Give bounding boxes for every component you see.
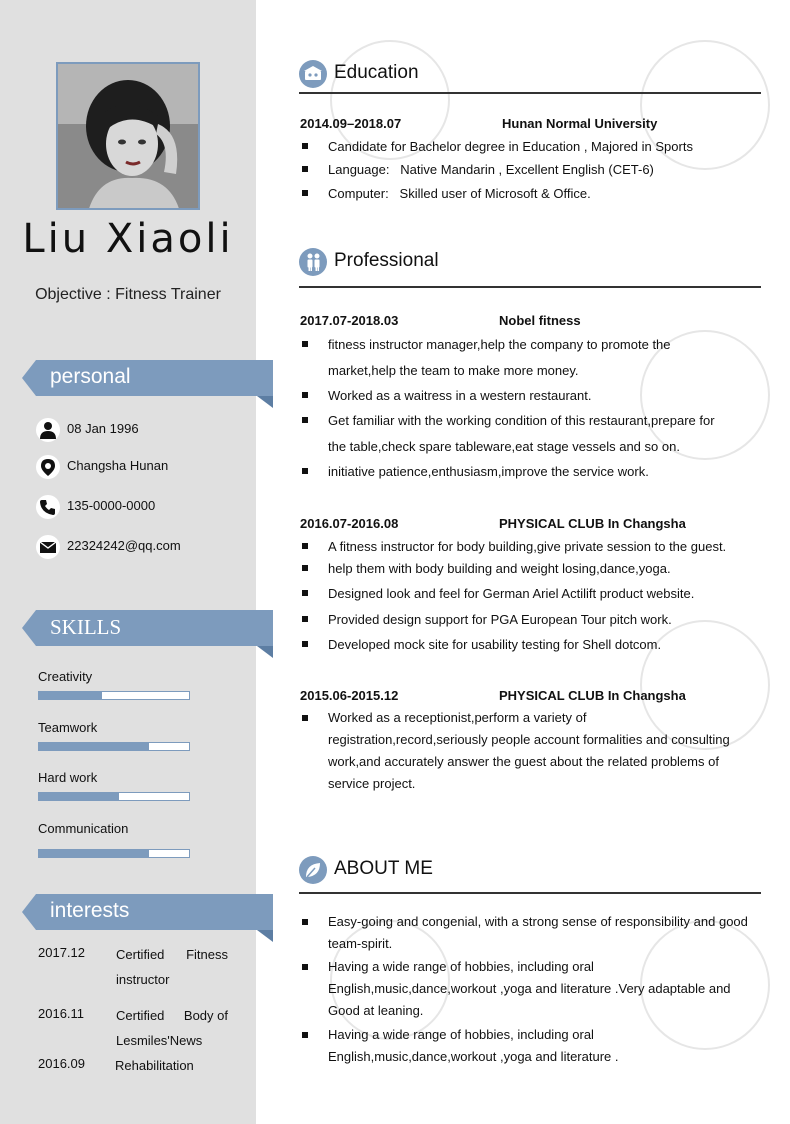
interest-text: Fitness: [186, 947, 228, 962]
skills-banner: [22, 610, 273, 660]
location-row: [36, 455, 246, 479]
education-bullet: Language: Native Mandarin , Excellent English (CET-6): [300, 158, 760, 181]
job-bullet: Get familiar with the working condition of this restaurant,prepare for the table,check spare tableware,eat stage vessels and so on.: [300, 408, 760, 459]
education-bullet: Candidate for Bachelor degree in Education , Majored in Sports: [300, 135, 760, 158]
interest-text: Certified: [116, 947, 165, 962]
job-date: 2016.07-2016.08: [300, 516, 399, 531]
job-bullet: help them with body building and weight losing,dance,yoga.: [300, 556, 760, 582]
skill-item: [38, 669, 190, 684]
skill-item: [38, 720, 190, 735]
job-bullet: A fitness instructor for body building,give private session to the guest.: [300, 534, 760, 560]
skill-bar-fill: [39, 793, 119, 800]
email-icon: [36, 535, 60, 559]
job-bullet: Developed mock site for usability testing for Shell dotcom.: [300, 632, 760, 658]
professional-heading: Professional: [334, 250, 439, 271]
education-entry-header: [300, 116, 658, 131]
interest-text: Certified: [116, 1008, 165, 1023]
job-company: Nobel fitness: [499, 313, 581, 328]
interests-heading: interests: [50, 899, 130, 922]
job-header: [300, 688, 686, 703]
personal-heading: personal: [50, 365, 131, 388]
interest-date: 2017.12: [38, 945, 85, 960]
skill-item: [38, 770, 190, 785]
about-bullet: Having a wide range of hobbies, including oral English,music,dance,workout ,yoga and literature .: [300, 1024, 760, 1068]
email-row: [36, 535, 246, 559]
education-date: 2014.09–2018.07: [300, 116, 402, 131]
job-bullet: Worked as a receptionist,perform a variety of registration,record,seriously people account formalities and consulting work,and accurately answer the guest about the related problems of service project.: [300, 707, 760, 795]
skill-bar: [38, 792, 190, 801]
interest-item: [38, 1056, 228, 1081]
professional-icon: [299, 248, 327, 276]
birth-row: [36, 418, 246, 442]
location: Changsha Hunan: [67, 458, 169, 473]
professional-header: [299, 248, 761, 284]
interest-text: Rehabilitation: [115, 1058, 194, 1073]
education-school: Hunan Normal University: [502, 116, 658, 131]
location-pin-icon: [36, 455, 60, 479]
person-icon: [36, 418, 60, 442]
education-header: [299, 60, 761, 96]
interest-text: instructor: [116, 972, 170, 987]
birth-date: 08 Jan 1996: [67, 421, 139, 436]
job-bullet: Designed look and feel for German Ariel Actilift product website.: [300, 581, 760, 607]
about-bullet: Having a wide range of hobbies, including oral English,music,dance,workout ,yoga and literature .Very adaptable and Good at leaning.: [300, 956, 760, 1022]
section-divider: [299, 892, 761, 894]
job-company: PHYSICAL CLUB In Changsha: [499, 688, 686, 703]
phone-number: 135-0000-0000: [67, 498, 156, 513]
section-divider: [299, 92, 761, 94]
job-bullet: initiative patience,enthusiasm,improve the service work.: [300, 459, 760, 485]
skills-heading: SKILLS: [50, 615, 122, 639]
interest-date: 2016.11: [38, 1006, 85, 1021]
email-address: 22324242@qq.com: [67, 538, 181, 553]
objective: Objective : Fitness Trainer: [35, 286, 221, 303]
skill-bar: [38, 742, 190, 751]
job-date: 2015.06-2015.12: [300, 688, 399, 703]
education-bullet: Computer: Skilled user of Microsoft & Office.: [300, 182, 760, 205]
profile-photo: [56, 62, 200, 210]
interest-text: Lesmiles'News: [116, 1033, 203, 1048]
interests-banner: [22, 894, 273, 944]
job-date: 2017.07-2018.03: [300, 313, 399, 328]
skill-bar-fill: [39, 692, 102, 699]
about-bullet: Easy-going and congenial, with a strong sense of responsibility and good team-spirit.: [300, 911, 760, 955]
interest-text: Body of: [183, 1008, 228, 1023]
sidebar: [0, 0, 256, 1124]
job-company: PHYSICAL CLUB In Changsha: [499, 516, 686, 531]
section-divider: [299, 286, 761, 288]
skill-item: [38, 821, 190, 836]
skill-name: Hard work: [38, 770, 98, 785]
skill-bar-fill: [39, 850, 149, 857]
about-header: [299, 856, 761, 892]
skill-name: Creativity: [38, 669, 93, 684]
skill-name: Teamwork: [38, 720, 98, 735]
phone-icon: [36, 495, 60, 519]
job-bullet: Provided design support for PGA European Tour pitch work.: [300, 607, 760, 633]
skill-bar-fill: [39, 743, 149, 750]
interest-item: [38, 945, 228, 995]
phone-row: [36, 495, 246, 519]
skill-bar: [38, 691, 190, 700]
job-bullet: fitness instructor manager,help the company to promote the market,help the team to make more money.: [300, 332, 760, 383]
interest-date: 2016.09: [38, 1056, 85, 1071]
education-heading: Education: [334, 62, 419, 83]
candidate-name: Liu Xiaoli: [22, 216, 234, 262]
education-icon: [299, 60, 327, 88]
about-icon: [299, 856, 327, 884]
personal-banner: [22, 360, 273, 410]
job-header: [300, 516, 686, 531]
job-bullet: Worked as a waitress in a western restaurant.: [300, 383, 760, 409]
skill-name: Communication: [38, 821, 129, 836]
interest-item: [38, 1006, 228, 1056]
job-header: [300, 313, 581, 328]
skill-bar: [38, 849, 190, 858]
about-heading: ABOUT ME: [334, 858, 433, 879]
